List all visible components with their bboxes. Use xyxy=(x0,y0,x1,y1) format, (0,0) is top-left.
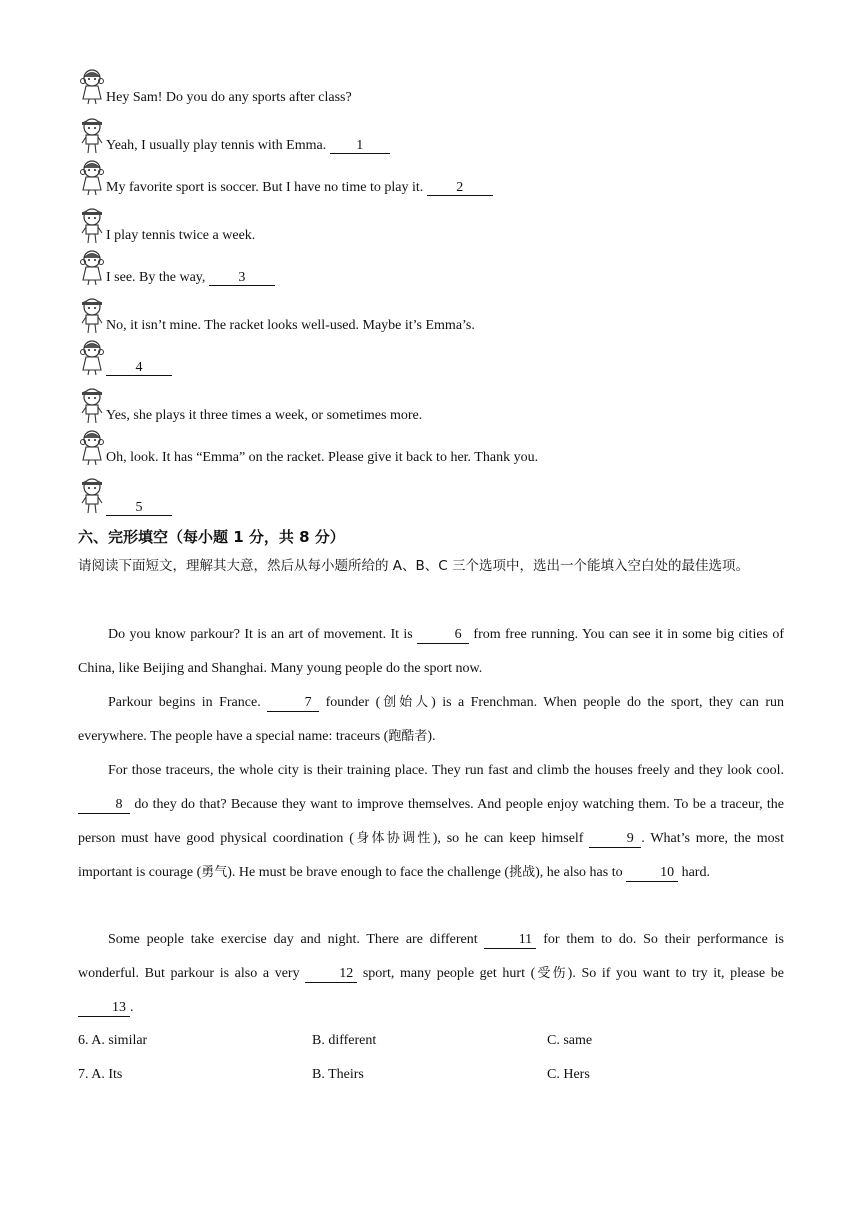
boy-avatar-icon xyxy=(78,296,106,334)
girl-avatar-icon xyxy=(78,248,106,286)
option-6b[interactable]: B. different xyxy=(312,1033,377,1048)
passage-paragraph-4 xyxy=(78,923,784,1025)
option-7a[interactable]: 7. A. Its xyxy=(78,1067,123,1082)
option-7b[interactable]: B. Theirs xyxy=(312,1067,364,1082)
chinese-gloss: 身体协调性 xyxy=(353,831,433,846)
text-run: founder ( xyxy=(319,695,381,710)
dialogue-sentence: I see. By the way, xyxy=(106,270,209,285)
text-run: sport, many people get hurt ( xyxy=(357,966,536,981)
blank-1: 1 xyxy=(330,139,390,154)
boy-avatar-icon xyxy=(78,386,106,424)
text-run: hard. xyxy=(678,865,710,880)
chinese-gloss: 挑战 xyxy=(509,865,536,880)
blank-3: 3 xyxy=(209,271,275,286)
boy-avatar-icon xyxy=(78,116,106,154)
chinese-gloss: 创始人 xyxy=(380,695,432,710)
passage-paragraph-2 xyxy=(78,686,784,754)
dialogue-sentence: Oh, look. It has “Emma” on the racket. Please give it back to her. Thank you. xyxy=(106,450,539,465)
dialogue-text xyxy=(106,450,538,466)
blank-6: 6 xyxy=(417,627,469,644)
text-run: for them to do. So their performance is wonderful. But parkour is also a very xyxy=(78,932,784,981)
dialogue-sentence: I play tennis twice a week. xyxy=(106,228,256,243)
text-run: from free running. You can see it in some big cities of China, like Beijing and Shanghai. Many young people do the sport now. xyxy=(78,627,784,676)
question-7-options xyxy=(78,1067,784,1087)
text-run: Parkour begins in France. xyxy=(108,695,268,710)
section-title: 六、完形填空（每小题 1 分，共 8 分） xyxy=(78,528,345,546)
dialogue-sentence: Hey Sam! Do you do any sports after class? xyxy=(106,90,352,105)
dialogue-text xyxy=(106,138,390,154)
girl-avatar-icon xyxy=(78,158,106,196)
text-run: For those traceurs, the whole city is their training place. They run fast and climb the houses freely and they look cool. xyxy=(108,763,784,778)
dialogue-sentence: No, it isn’t mine. The racket looks well-used. Maybe it’s Emma’s. xyxy=(106,318,475,333)
dialogue-sentence: Yeah, I usually play tennis with Emma. xyxy=(106,138,330,153)
passage-paragraph-1 xyxy=(78,618,784,686)
blank-5: 5 xyxy=(106,501,172,516)
chinese-gloss: 跑酷者 xyxy=(388,729,428,744)
dialogue-sentence: My favorite sport is soccer. But I have no time to play it. xyxy=(106,180,427,195)
text-run: ) is a Frenchman. When people do the sport, they can run everywhere. The people have a special name: traceurs ( xyxy=(78,695,785,744)
passage-paragraph-3 xyxy=(78,754,784,890)
boy-avatar-icon xyxy=(78,206,106,244)
dialogue-text xyxy=(106,318,475,334)
option-6c[interactable]: C. same xyxy=(547,1033,593,1048)
girl-avatar-icon xyxy=(78,67,106,105)
dialogue-text xyxy=(106,180,493,196)
text-run: ), he also has to xyxy=(535,865,627,880)
blank-9: 9 xyxy=(589,831,641,848)
chinese-gloss: 受伤 xyxy=(535,966,568,981)
text-run: ). xyxy=(427,729,436,744)
text-run: ). He must be brave enough to face the challenge ( xyxy=(227,865,510,880)
option-6a[interactable]: 6. A. similar xyxy=(78,1033,148,1048)
option-7c[interactable]: C. Hers xyxy=(547,1067,590,1082)
blank-13: 13 xyxy=(78,1000,130,1017)
text-run: ). So if you want to try it, please be xyxy=(567,966,784,981)
question-6-options xyxy=(78,1033,784,1053)
blank-4: 4 xyxy=(106,361,172,376)
text-run: . What’s more, the most important is courage ( xyxy=(78,831,784,880)
dialogue-text xyxy=(106,270,275,286)
boy-avatar-icon xyxy=(78,476,106,514)
dialogue-text xyxy=(106,500,172,516)
blank-11: 11 xyxy=(484,932,536,949)
text-run: Do you know parkour? It is an art of movement. It is xyxy=(108,627,418,642)
blank-7: 7 xyxy=(267,695,319,712)
text-run: Some people take exercise day and night. There are different xyxy=(108,932,485,947)
blank-10: 10 xyxy=(626,865,678,882)
chinese-gloss: 勇气 xyxy=(201,865,228,880)
dialogue-text xyxy=(106,90,352,106)
blank-12: 12 xyxy=(305,966,357,983)
text-run: do they do that? Because they want to improve themselves. And people enjoy watching them. To be a traceur, the person must have good physical coordination ( xyxy=(78,797,784,846)
dialogue-sentence: Yes, she plays it three times a week, or sometimes more. xyxy=(106,408,423,423)
girl-avatar-icon xyxy=(78,338,106,376)
dialogue-text xyxy=(106,408,422,424)
dialogue-text xyxy=(106,360,172,376)
text-run: ), so he can keep himself xyxy=(432,831,590,846)
blank-2: 2 xyxy=(427,181,493,196)
dialogue-text xyxy=(106,228,255,244)
text-run: . xyxy=(130,1000,134,1015)
section-instruction: 请阅读下面短文，理解其大意，然后从每小题所给的 A、B、C 三个选项中，选出一个能填入空白处的最佳选项。 xyxy=(78,558,750,574)
girl-avatar-icon xyxy=(78,428,106,466)
blank-8: 8 xyxy=(78,797,130,814)
